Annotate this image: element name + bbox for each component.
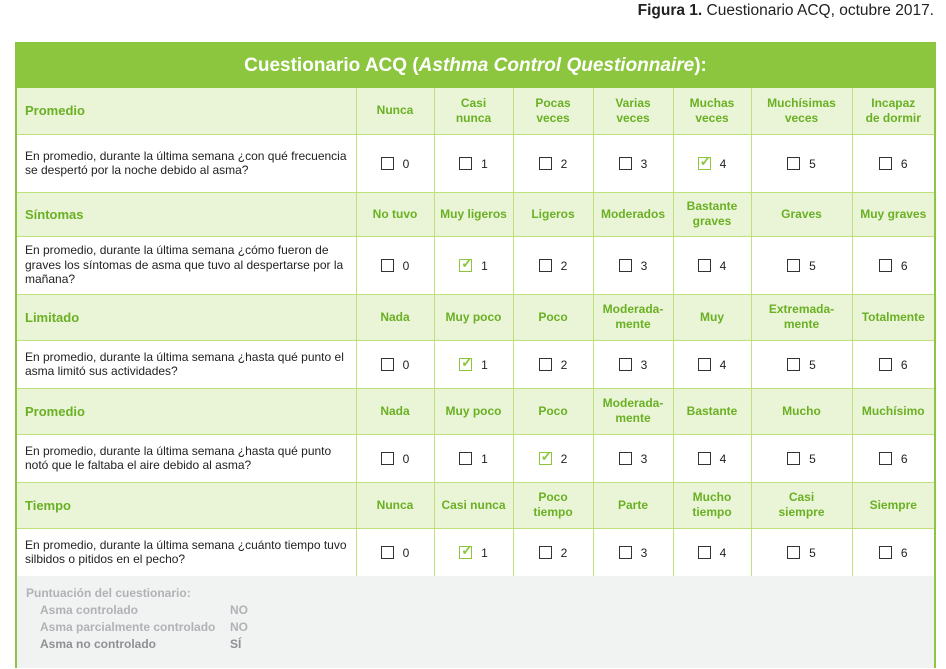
option-label (852, 388, 934, 434)
option-label (593, 88, 673, 134)
answer-cell (673, 236, 751, 294)
option-label (434, 294, 513, 340)
title-italic: Asthma Control Questionnaire (418, 55, 695, 76)
score-value: NO (230, 603, 248, 617)
score-row-partial (26, 619, 934, 636)
questionnaire-frame (15, 42, 936, 668)
option-label-text: Totalmente (861, 309, 925, 324)
answer-score: 6 (900, 357, 908, 372)
option-label-text: Muy poco (445, 309, 502, 324)
option-label-text: Poco (538, 309, 568, 324)
answer-checkbox[interactable] (539, 358, 552, 371)
checkmark-icon: ✓ (461, 541, 473, 558)
question-text: En promedio, durante la última semana ¿hasta qué punto el asma limitó sus actividades? (17, 340, 356, 388)
option-label-text: Ligeros (531, 206, 575, 221)
answer-score: 2 (560, 258, 568, 273)
title-suffix: ): (694, 55, 707, 76)
answer-score: 0 (402, 451, 410, 466)
option-label-text: Muchas veces (689, 95, 735, 125)
question-text: En promedio, durante la última semana ¿cuánto tiempo tuvo silbidos o pitidos en el pecho? (17, 528, 356, 576)
answer-score: 6 (900, 451, 908, 466)
answer-score: 1 (481, 258, 488, 273)
answer-score: 2 (560, 451, 568, 466)
answer-score: 2 (560, 545, 568, 560)
option-label-text: Nada (380, 403, 410, 418)
title-main: Cuestionario ACQ ( (244, 55, 419, 76)
answer-cell (852, 340, 934, 388)
answer-checkbox[interactable] (619, 358, 632, 371)
option-label (593, 388, 673, 434)
option-label-text: Muy (700, 309, 724, 324)
question-text: En promedio, durante la última semana ¿cómo fueron de graves los síntomas de asma que tuvo al despertarse por la mañana? (17, 236, 356, 294)
option-label-text: Muchísimo (861, 403, 925, 418)
score-value: NO (230, 620, 248, 634)
score-summary (17, 576, 934, 668)
answer-checkbox[interactable] (459, 541, 473, 559)
answer-checkbox[interactable] (619, 157, 632, 170)
answer-cell (593, 528, 673, 576)
option-label-text: Muy poco (445, 403, 502, 418)
answer-score: 1 (481, 545, 488, 560)
option-label (751, 192, 852, 236)
checkmark-icon: ✓ (699, 152, 712, 169)
checkmark-icon: ✓ (540, 447, 553, 464)
checkmark-icon: ✓ (461, 353, 473, 370)
answer-cell (751, 236, 852, 294)
answer-score: 2 (560, 357, 568, 372)
answer-cell (434, 340, 513, 388)
option-label-text: Parte (617, 497, 649, 512)
score-label: Asma controlado (40, 603, 139, 617)
answer-cell (751, 134, 852, 192)
answer-checkbox[interactable] (459, 254, 473, 272)
answer-score: 0 (402, 156, 410, 171)
score-label: Asma no controlado (40, 637, 157, 651)
score-value: SÍ (230, 637, 242, 651)
question-row (17, 528, 934, 576)
answer-cell (673, 340, 751, 388)
option-label-text: Pocas veces (535, 95, 571, 125)
option-label (513, 388, 593, 434)
answer-checkbox[interactable] (539, 447, 553, 465)
option-label (751, 388, 852, 434)
answer-score: 0 (402, 357, 410, 372)
section-header-row (17, 88, 934, 134)
option-label (673, 192, 751, 236)
score-summary-title: Puntuación del cuestionario: (26, 586, 191, 600)
answer-checkbox[interactable] (879, 259, 892, 272)
figure-caption (638, 2, 934, 20)
option-label-text: Siempre (869, 497, 917, 512)
question-text: En promedio, durante la última semana ¿hasta qué punto notó que le faltaba el aire debido al asma? (17, 434, 356, 482)
answer-score: 1 (481, 156, 488, 171)
answer-cell (852, 134, 934, 192)
option-label (513, 482, 593, 528)
question-text: En promedio, durante la última semana ¿con qué frecuencia se despertó por la noche debido al asma? (17, 134, 356, 192)
question-row (17, 134, 934, 192)
answer-checkbox[interactable] (787, 546, 800, 559)
answer-checkbox[interactable] (787, 157, 800, 170)
question-row (17, 434, 934, 482)
questionnaire-table (17, 88, 934, 577)
option-label-text: Moderada- mente (602, 396, 664, 425)
answer-cell (852, 434, 934, 482)
questionnaire-title (17, 44, 934, 88)
option-label (852, 192, 934, 236)
option-label (513, 294, 593, 340)
answer-cell (673, 434, 751, 482)
option-label-text: No tuvo (372, 206, 418, 221)
option-label (434, 482, 513, 528)
answer-score: 3 (640, 451, 648, 466)
answer-score: 5 (809, 258, 816, 273)
answer-checkbox[interactable] (787, 452, 800, 465)
score-row-controlled (26, 602, 934, 619)
answer-cell (751, 528, 852, 576)
score-row-uncontrolled (26, 636, 934, 653)
option-label (356, 482, 434, 528)
option-label (356, 88, 434, 134)
answer-checkbox[interactable] (381, 452, 394, 465)
option-label (593, 192, 673, 236)
answer-cell (356, 340, 434, 388)
answer-cell (593, 134, 673, 192)
answer-score: 5 (809, 545, 816, 560)
answer-checkbox[interactable] (381, 546, 394, 559)
answer-cell (513, 528, 593, 576)
answer-cell (434, 528, 513, 576)
answer-checkbox[interactable] (459, 452, 472, 465)
option-label-text: Nunca (376, 103, 414, 118)
answer-score: 6 (900, 545, 908, 560)
option-label-text: Casi nunca (455, 95, 492, 125)
answer-checkbox[interactable] (539, 259, 552, 272)
option-label (852, 294, 934, 340)
answer-cell (513, 434, 593, 482)
section-header: Tiempo (17, 482, 356, 528)
answer-score: 4 (719, 156, 727, 171)
answer-cell (356, 434, 434, 482)
answer-checkbox[interactable] (698, 152, 712, 170)
answer-cell (751, 434, 852, 482)
answer-score: 5 (809, 357, 816, 372)
answer-checkbox[interactable] (879, 157, 892, 170)
answer-score: 3 (640, 545, 648, 560)
question-row (17, 340, 934, 388)
option-label (356, 294, 434, 340)
option-label (751, 88, 852, 134)
option-label (673, 294, 751, 340)
option-label (356, 388, 434, 434)
answer-checkbox[interactable] (381, 157, 394, 170)
answer-score: 4 (719, 545, 727, 560)
option-label-text: Nunca (376, 497, 414, 512)
answer-checkbox[interactable] (619, 452, 632, 465)
answer-cell (673, 134, 751, 192)
option-label-text: Varias veces (615, 95, 651, 125)
option-label-text: Bastante graves (686, 199, 738, 228)
answer-cell (593, 434, 673, 482)
answer-score: 4 (719, 357, 727, 372)
answer-checkbox[interactable] (698, 546, 711, 559)
answer-score: 4 (719, 451, 727, 466)
option-label-text: Bastante (686, 403, 738, 418)
answer-score: 1 (481, 357, 488, 372)
answer-score: 3 (640, 156, 648, 171)
caption-prefix: Figura 1. (637, 2, 703, 19)
answer-checkbox[interactable] (459, 157, 472, 170)
answer-checkbox[interactable] (539, 546, 552, 559)
answer-cell (852, 528, 934, 576)
answer-checkbox[interactable] (787, 259, 800, 272)
answer-checkbox[interactable] (879, 358, 892, 371)
answer-cell (593, 340, 673, 388)
option-label (852, 482, 934, 528)
answer-checkbox[interactable] (619, 259, 632, 272)
option-label-text: Extremada- mente (768, 302, 835, 331)
answer-cell (513, 134, 593, 192)
answer-cell (513, 236, 593, 294)
option-label-text: Nada (380, 309, 410, 324)
option-label (673, 482, 751, 528)
section-header: Promedio (17, 88, 356, 134)
answer-score: 5 (809, 451, 816, 466)
answer-score: 0 (402, 258, 410, 273)
answer-score: 3 (640, 357, 648, 372)
option-label-text: Muy graves (860, 206, 927, 221)
caption-text: Cuestionario ACQ, octubre 2017. (702, 2, 934, 19)
answer-checkbox[interactable] (381, 358, 394, 371)
option-label (593, 482, 673, 528)
option-label (434, 88, 513, 134)
section-header-row (17, 388, 934, 434)
answer-checkbox[interactable] (619, 546, 632, 559)
answer-cell (356, 528, 434, 576)
question-row (17, 236, 934, 294)
option-label-text: Mucho (782, 403, 821, 418)
answer-cell (434, 134, 513, 192)
option-label (751, 482, 852, 528)
answer-checkbox[interactable] (879, 452, 892, 465)
checkmark-icon: ✓ (461, 254, 473, 271)
option-label-text: Incapaz de dormir (865, 95, 921, 125)
option-label (593, 294, 673, 340)
option-label-text: Casi nunca (441, 497, 506, 512)
section-header-row (17, 294, 934, 340)
answer-checkbox[interactable] (698, 259, 711, 272)
section-header: Promedio (17, 388, 356, 434)
answer-cell (751, 340, 852, 388)
answer-score: 2 (560, 156, 568, 171)
answer-cell (356, 236, 434, 294)
answer-score: 3 (640, 258, 648, 273)
section-header: Limitado (17, 294, 356, 340)
answer-score: 6 (900, 156, 908, 171)
answer-checkbox[interactable] (698, 358, 711, 371)
section-header-row (17, 482, 934, 528)
answer-cell (673, 528, 751, 576)
answer-checkbox[interactable] (879, 546, 892, 559)
option-label-text: Moderados (600, 206, 665, 221)
answer-cell (434, 434, 513, 482)
option-label-text: Muchísimas veces (767, 95, 836, 125)
option-label-text: Muy ligeros (440, 206, 507, 221)
option-label (513, 192, 593, 236)
option-label (852, 88, 934, 134)
option-label (751, 294, 852, 340)
answer-checkbox[interactable] (787, 358, 800, 371)
option-label-text: Poco tiempo (533, 490, 573, 519)
option-label-text: Mucho tiempo (692, 490, 732, 519)
answer-score: 6 (900, 258, 908, 273)
option-label (673, 88, 751, 134)
answer-cell (593, 236, 673, 294)
answer-score: 5 (809, 156, 816, 171)
answer-cell (434, 236, 513, 294)
answer-checkbox[interactable] (539, 157, 552, 170)
score-label: Asma parcialmente controlado (40, 620, 216, 634)
section-header-row (17, 192, 934, 236)
option-label (434, 388, 513, 434)
option-label (673, 388, 751, 434)
answer-score: 0 (402, 545, 410, 560)
answer-cell (356, 134, 434, 192)
option-label (513, 88, 593, 134)
answer-cell (852, 236, 934, 294)
answer-score: 1 (481, 451, 488, 466)
option-label-text: Casi siempre (778, 490, 825, 519)
answer-score: 4 (719, 258, 727, 273)
answer-cell (513, 340, 593, 388)
answer-checkbox[interactable] (381, 259, 394, 272)
section-header: Síntomas (17, 192, 356, 236)
option-label-text: Graves (781, 206, 822, 221)
option-label-text: Moderada- mente (602, 302, 664, 331)
option-label (434, 192, 513, 236)
option-label-text: Poco (538, 403, 568, 418)
option-label (356, 192, 434, 236)
answer-checkbox[interactable] (698, 452, 711, 465)
answer-checkbox[interactable] (459, 353, 473, 371)
